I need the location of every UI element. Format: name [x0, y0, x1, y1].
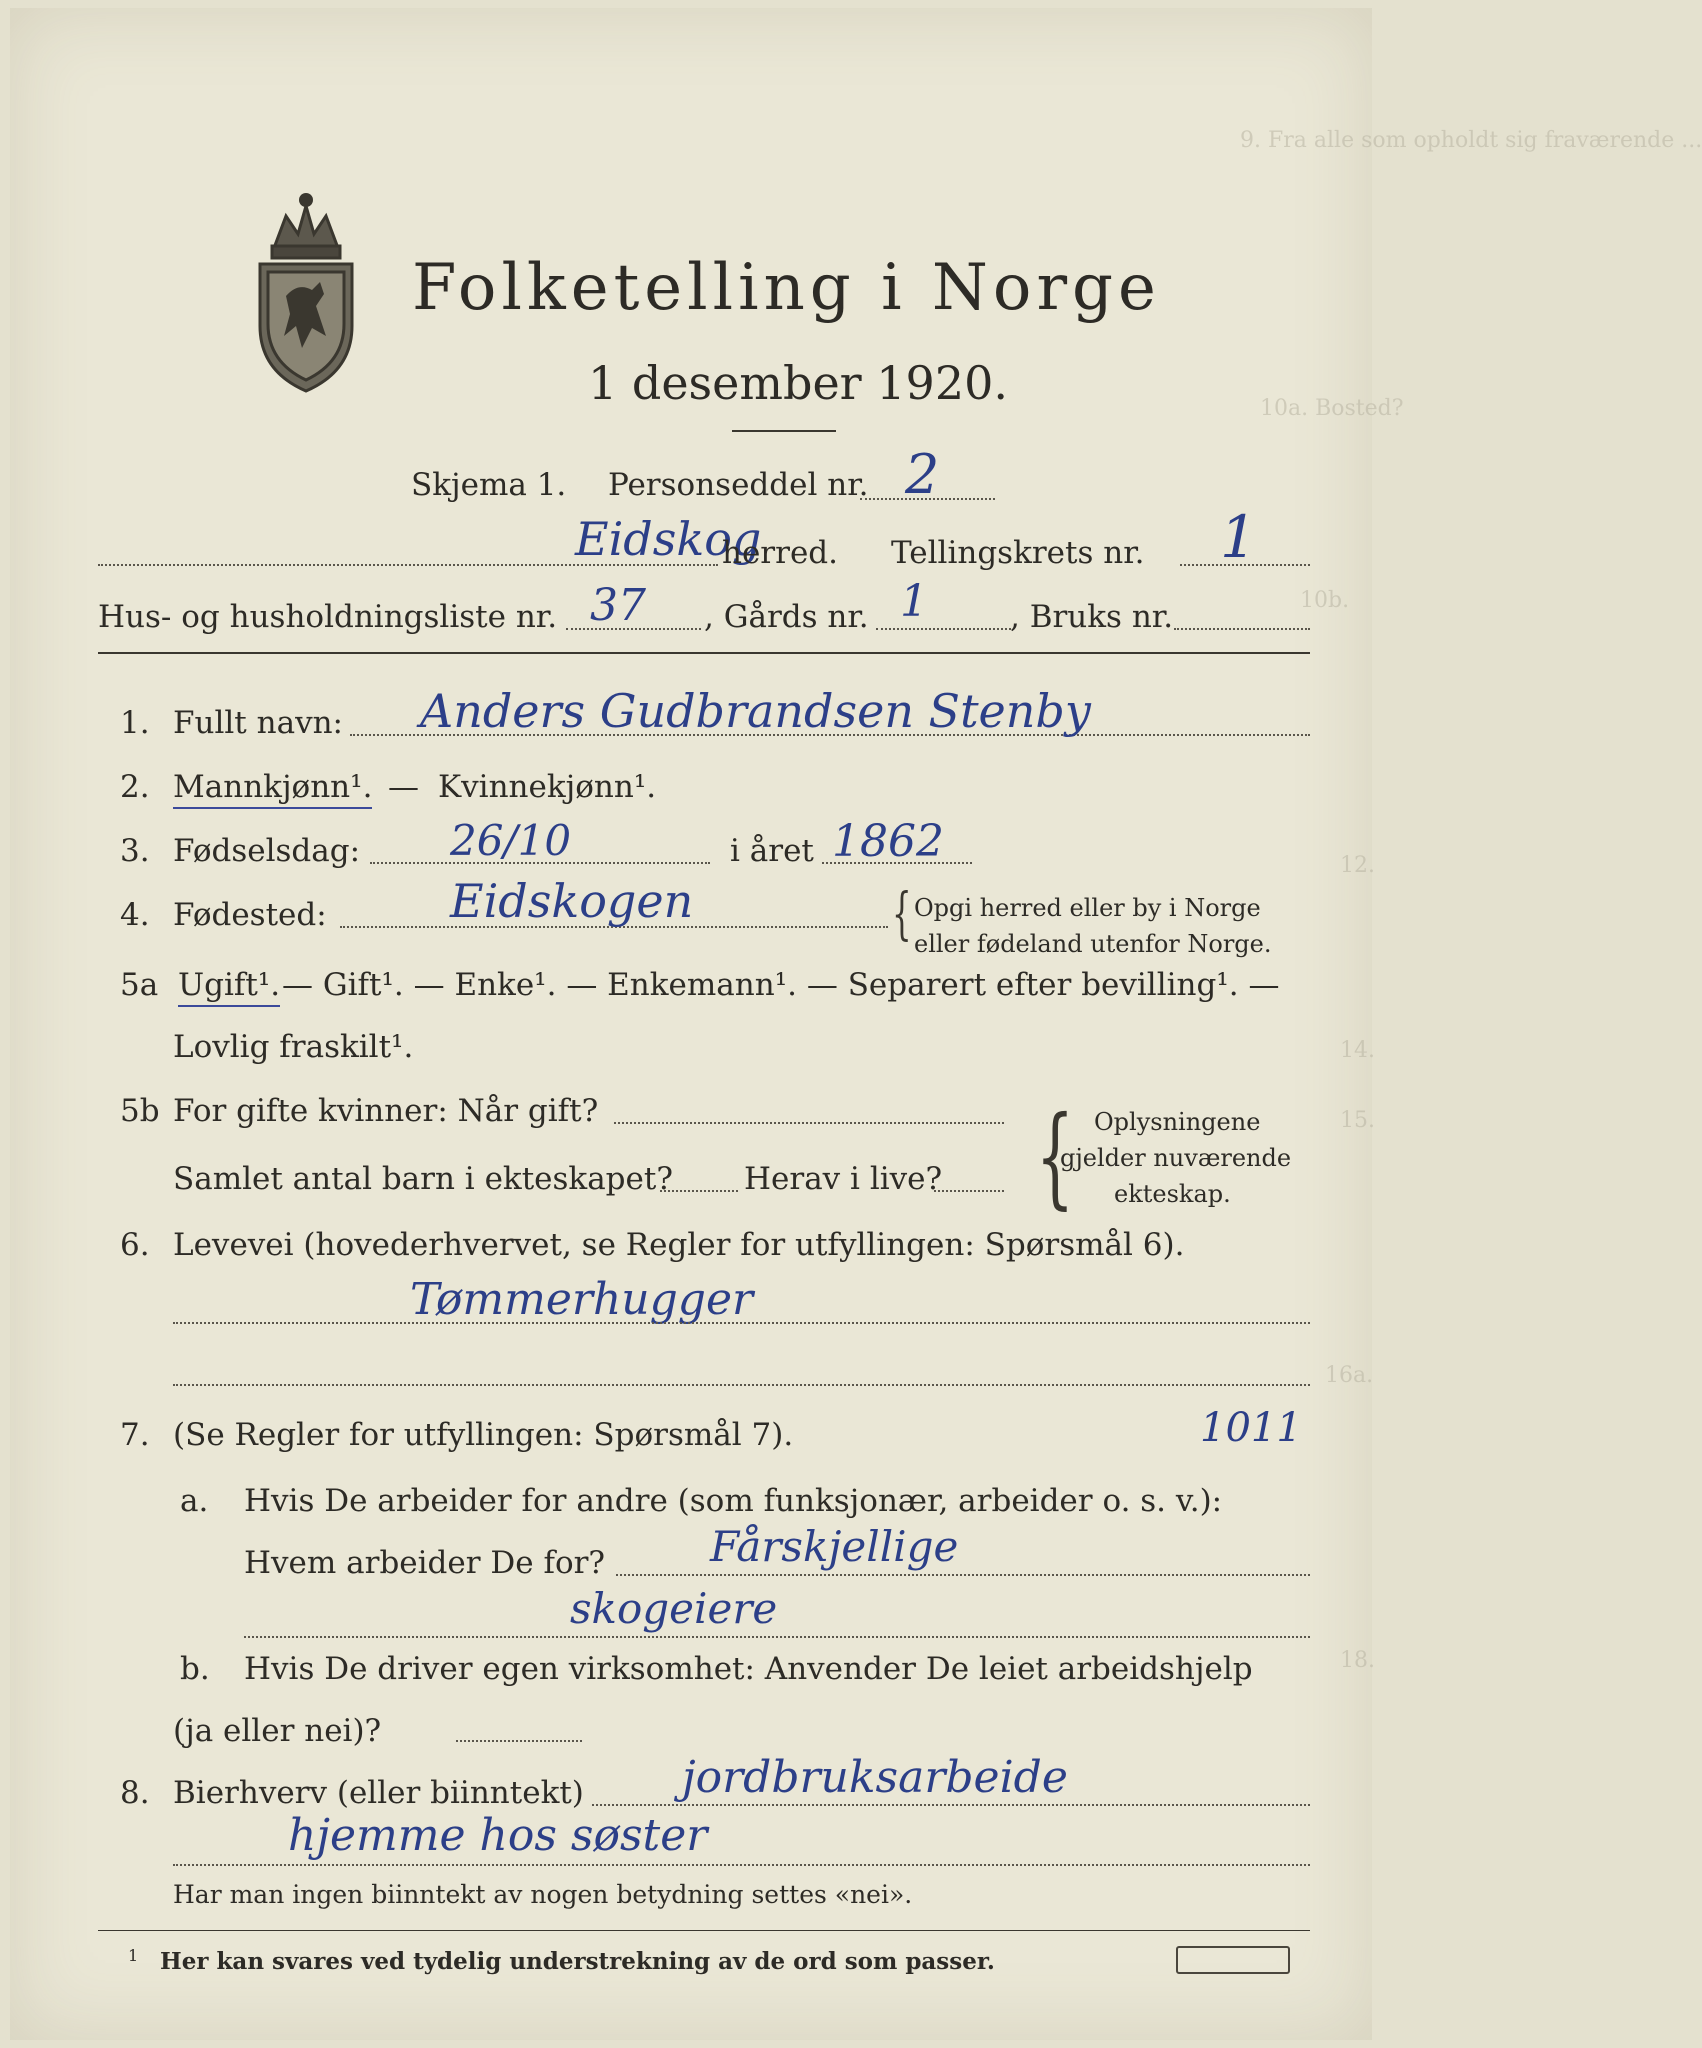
- skjema-label: Skjema 1.: [411, 467, 567, 503]
- q6-line2: [173, 1384, 1310, 1386]
- personseddel-value[interactable]: 2: [905, 443, 940, 506]
- q5b-nar-gift-line: [614, 1122, 1004, 1124]
- footnote-text: Her kan svares ved tydelig understrekning av de ord som passer.: [160, 1948, 995, 1975]
- personseddel-label: Personseddel nr.: [608, 467, 869, 503]
- q5b-note-line3: ekteskap.: [1114, 1180, 1231, 1208]
- q5a-other-options[interactable]: — Gift¹. — Enke¹. — Enkemann¹. — Separert efter bevilling¹. —: [282, 967, 1280, 1003]
- q6-value-occupation[interactable]: Tømmerhugger: [410, 1274, 754, 1325]
- q6-line1: [173, 1322, 1310, 1324]
- q1-value-fullname[interactable]: Anders Gudbrandsen Stenby: [420, 684, 1091, 738]
- q5b-barn-line: [660, 1190, 738, 1192]
- q3-year-value[interactable]: 1862: [832, 816, 944, 867]
- q7b-label-line2: (ja eller nei)?: [173, 1713, 382, 1749]
- ghost-text: 14.: [1340, 1038, 1375, 1063]
- printer-stamp: [1176, 1946, 1290, 1974]
- q7a-value-employer1[interactable]: Fårskjellige: [710, 1522, 959, 1571]
- q8-line1: [592, 1804, 1310, 1806]
- q2-separator: —: [388, 769, 419, 805]
- q5a-ugift-underlined[interactable]: Ugift¹.: [178, 970, 280, 1007]
- q7a-line2: [244, 1636, 1310, 1638]
- q5a-lovlig-fraskilt[interactable]: Lovlig fraskilt¹.: [173, 1029, 414, 1065]
- ghost-text: 9. Fra alle som opholdt sig fraværende ...: [1240, 128, 1702, 153]
- q2-kvinnekjonn[interactable]: Kvinnekjønn¹.: [438, 769, 657, 805]
- q5b-note-line1: Oplysningene: [1094, 1108, 1261, 1136]
- q4-number: 4.: [120, 897, 150, 933]
- bruks-label: , Bruks nr.: [1010, 599, 1174, 635]
- q5b-number: 5b: [120, 1093, 160, 1129]
- q8-value-line1[interactable]: jordbruksarbeide: [682, 1752, 1068, 1803]
- ghost-text: 10a. Bosted?: [1260, 396, 1404, 421]
- q7-tally-mark: 1011: [1200, 1405, 1302, 1451]
- q5b-label-live: Herav i live?: [744, 1161, 943, 1197]
- ghost-text: 15.: [1340, 1108, 1375, 1133]
- ghost-text: 10b.: [1300, 588, 1350, 613]
- gards-label: , Gårds nr.: [704, 599, 869, 635]
- q7a-letter: a.: [180, 1483, 209, 1519]
- q8-value-line2[interactable]: hjemme hos søster: [288, 1810, 708, 1861]
- herred-label: herred.: [722, 535, 838, 571]
- norwegian-coat-of-arms-icon: [246, 186, 366, 396]
- footnote-mark: 1: [128, 1946, 139, 1965]
- hus-label: Hus- og husholdningsliste nr.: [98, 599, 558, 635]
- ghost-text: 12.: [1340, 853, 1375, 878]
- q7-label: (Se Regler for utfyllingen: Spørsmål 7).: [173, 1417, 794, 1453]
- q4-note-line2: eller fødeland utenfor Norge.: [914, 930, 1272, 958]
- header-divider: [98, 652, 1310, 654]
- q7b-label-line1: Hvis De driver egen virksomhet: Anvender De leiet arbeidshjelp: [244, 1651, 1253, 1687]
- q8-line2: [173, 1864, 1310, 1866]
- q5b-label-nar-gift: For gifte kvinner: Når gift?: [173, 1093, 599, 1129]
- census-form-page: [10, 8, 1702, 2040]
- ghost-text: 18.: [1340, 1648, 1375, 1673]
- hus-value[interactable]: 37: [590, 580, 646, 631]
- q5b-brace: {: [1035, 1092, 1075, 1220]
- q5a-number: 5a: [120, 967, 159, 1003]
- q4-brace: {: [892, 882, 912, 947]
- q2-number: 2.: [120, 769, 150, 805]
- q7a-value-employer2[interactable]: skogeiere: [570, 1584, 778, 1633]
- q7-number: 7.: [120, 1417, 150, 1453]
- q8-label: Bierhverv (eller biinntekt): [173, 1775, 584, 1811]
- bruks-line: [1174, 628, 1310, 630]
- title-divider: [732, 430, 836, 432]
- ghost-text: 16a.: [1325, 1363, 1374, 1388]
- q3-year-label: i året: [730, 833, 814, 869]
- gards-value[interactable]: 1: [900, 576, 928, 627]
- form-title: Folketelling i Norge: [412, 251, 1161, 325]
- q4-label: Fødested:: [173, 897, 327, 933]
- q7a-line1: [616, 1574, 1310, 1576]
- q5b-note-line2: gjelder nuværende: [1060, 1144, 1292, 1172]
- q7b-letter: b.: [180, 1651, 210, 1687]
- q4-note-line1: Opgi herred eller by i Norge: [914, 894, 1261, 922]
- q1-label: Fullt navn:: [173, 705, 343, 741]
- q8-number: 8.: [120, 1775, 150, 1811]
- q3-number: 3.: [120, 833, 150, 869]
- q3-label: Fødselsdag:: [173, 833, 361, 869]
- q7a-label-line1: Hvis De arbeider for andre (som funksjonær, arbeider o. s. v.):: [244, 1483, 1223, 1519]
- q2-mannkjonn-underlined[interactable]: Mannkjønn¹.: [173, 772, 372, 809]
- q6-number: 6.: [120, 1227, 150, 1263]
- herred-value[interactable]: Eidskog: [575, 512, 762, 566]
- q5b-live-line: [934, 1190, 1004, 1192]
- tellingskrets-value[interactable]: 1: [1220, 503, 1257, 571]
- tellingskrets-label: Tellingskrets nr.: [891, 535, 1145, 571]
- footnote-divider: [98, 1930, 1310, 1931]
- q7a-label-line2: Hvem arbeider De for?: [244, 1545, 606, 1581]
- q7b-line: [456, 1740, 582, 1742]
- q4-value-birthplace[interactable]: Eidskogen: [450, 874, 694, 928]
- q8-note: Har man ingen biinntekt av nogen betydning settes «nei».: [173, 1880, 913, 1909]
- form-date: 1 desember 1920.: [588, 356, 1008, 410]
- q1-number: 1.: [120, 705, 150, 741]
- q3-birthday-value[interactable]: 26/10: [450, 816, 572, 865]
- q6-label: Levevei (hovederhvervet, se Regler for utfyllingen: Spørsmål 6).: [173, 1227, 1185, 1263]
- gards-line: [876, 628, 1011, 630]
- q5b-label-barn: Samlet antal barn i ekteskapet?: [173, 1161, 673, 1197]
